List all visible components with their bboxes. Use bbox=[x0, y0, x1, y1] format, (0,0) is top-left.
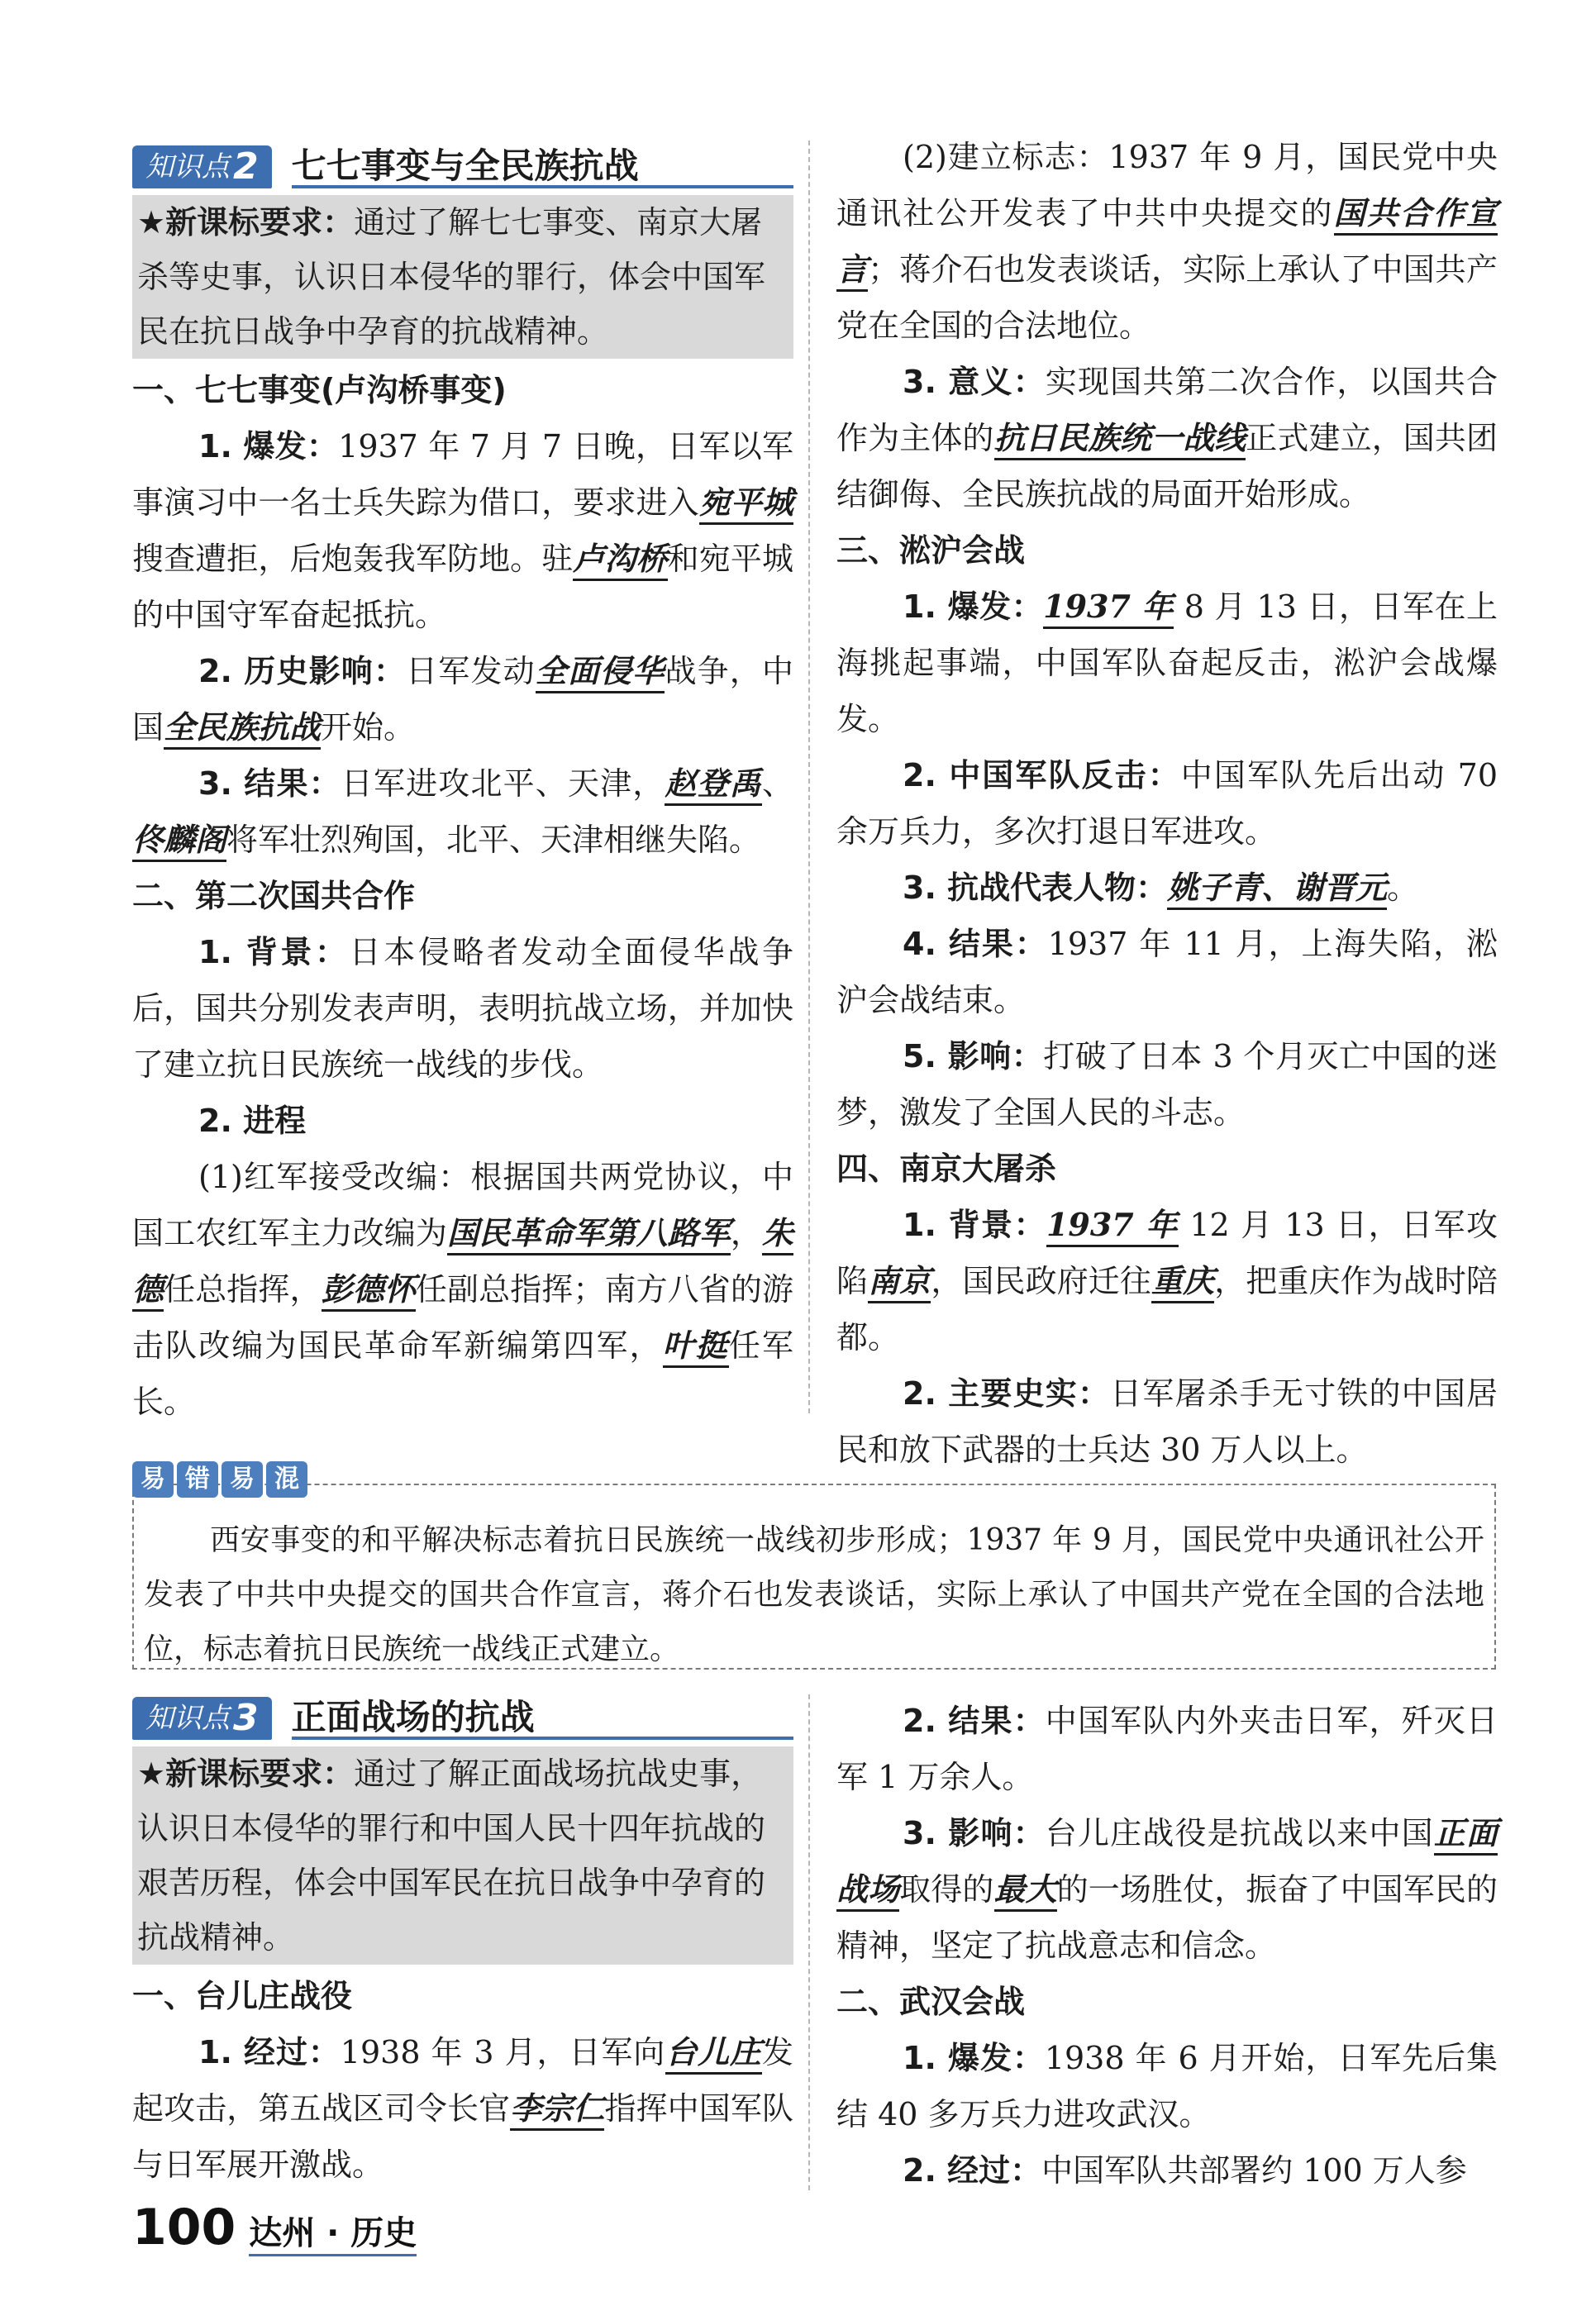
section-title-taierzhuang: 一、台儿庄战役 bbox=[132, 1978, 353, 2014]
kp3-header bbox=[132, 1690, 793, 1740]
answer-largest: 最大 bbox=[994, 1870, 1057, 1912]
tip-tag-char-1: 易 bbox=[132, 1461, 174, 1498]
kp3-left-column bbox=[132, 1690, 793, 2193]
page-footer bbox=[132, 2199, 417, 2256]
qiqi-outbreak: 1. 爆发：1937 年 7 月 7 日晚，日军以军事演习中一名士兵失踪为借口，要求进入宛平城搜查遭拒，后炮轰我军防地。驻卢沟桥和宛平城的中国守军奋起抵抗。 bbox=[132, 428, 793, 633]
kp2-tag-number: 2 bbox=[233, 145, 259, 188]
tip-tag-char-4: 混 bbox=[266, 1461, 307, 1498]
kp3-tag bbox=[132, 1697, 272, 1740]
songhu-counterattack: 2. 中国军队反击：中国军队先后出动 70 余万兵力，多次打退日军进攻。 bbox=[836, 757, 1498, 850]
answer-eighth-route-army: 国民革命军第八路军 bbox=[447, 1214, 731, 1255]
book-name: 达州 · 历史 bbox=[249, 2207, 417, 2256]
songhu-figures: 3. 抗战代表人物：姚子青、谢晋元。 bbox=[836, 860, 1498, 916]
answer-peng-dehuai: 彭德怀 bbox=[322, 1270, 416, 1312]
page-number: 100 bbox=[132, 2199, 236, 2256]
taierzhuang-process: 1. 经过：1938 年 3 月，日军向台儿庄发起攻击，第五战区司令长官李宗仁指挥中国军队与日军展开激战。 bbox=[132, 2033, 793, 2183]
nanjing-facts: 2. 主要史实：日军屠杀手无寸铁的中国居民和放下武器的士兵达 30 万人以上。 bbox=[836, 1375, 1498, 1468]
taierzhuang-result: 2. 结果：中国军队内外夹击日军，歼灭日军 1 万余人。 bbox=[836, 1703, 1498, 1795]
answer-tong-linge: 佟麟阁 bbox=[132, 821, 226, 862]
cooperation-sign: (2)建立标志：1937 年 9 月，国民党中央通讯社公开发表了中共中央提交的国共合作宣言；蒋介石也发表谈话，实际上承认了中国共产党在全国的合法地位。 bbox=[836, 139, 1498, 344]
wuhan-outbreak: 1. 爆发：1938 年 6 月开始，日军先后集结 40 多万兵力进攻武汉。 bbox=[836, 2040, 1498, 2132]
kp3-right-column bbox=[836, 1693, 1498, 2199]
kp2-header bbox=[132, 139, 793, 188]
tip-box bbox=[132, 1484, 1496, 1670]
answer-li-zongren: 李宗仁 bbox=[510, 2089, 604, 2131]
column-divider-bottom bbox=[808, 1694, 810, 2190]
section-title-qiqi: 一、七七事变(卢沟桥事变) bbox=[132, 372, 507, 408]
answer-zhu-de: 朱德 bbox=[132, 1214, 793, 1312]
section-title-cooperation: 二、第二次国共合作 bbox=[132, 878, 416, 914]
kp2-requirement-label: ★新课标要求： bbox=[137, 204, 355, 241]
qiqi-impact: 2. 历史影响：日军发动全面侵华战争，中国全民族抗战开始。 bbox=[132, 643, 793, 755]
answer-chongqing: 重庆 bbox=[1151, 1262, 1214, 1303]
nanjing-background: 1. 背景：1937 年 12 月 13 日，日军攻陷南京，国民政府迁往重庆，把重庆作为战时陪都。 bbox=[836, 1206, 1498, 1355]
kp3-requirement bbox=[132, 1746, 793, 1965]
kp3-tag-label: 知识点 bbox=[145, 1702, 230, 1735]
answer-nanjing: 南京 bbox=[868, 1262, 931, 1303]
kp2-left-column bbox=[132, 139, 793, 1430]
answer-cooperation-declaration: 国共合作宣言 bbox=[836, 194, 1498, 292]
qiqi-result: 3. 结果：日军进攻北平、天津，赵登禹、佟麟阁将军壮烈殉国，北平、天津相继失陷。 bbox=[132, 755, 793, 868]
answer-songhu-year: 1937 年 bbox=[1043, 588, 1174, 629]
answer-lugouqiao: 卢沟桥 bbox=[573, 540, 667, 581]
tip-tag-char-3: 易 bbox=[222, 1461, 263, 1498]
answer-nanjing-year: 1937 年 bbox=[1046, 1206, 1179, 1247]
kp3-title: 正面战场的抗战 bbox=[292, 1697, 793, 1740]
answer-zhao-dengyu: 赵登禹 bbox=[665, 765, 762, 806]
kp3-requirement-label: ★新课标要求： bbox=[137, 1756, 355, 1792]
kp3-tag-number: 3 bbox=[233, 1697, 259, 1739]
cooperation-process-heading: 2. 进程 bbox=[198, 1103, 307, 1139]
answer-ye-ting: 叶挺 bbox=[663, 1327, 729, 1368]
songhu-outbreak: 1. 爆发：1937 年 8 月 13 日，日军在上海挑起事端，中国军队奋起反击，淞沪会战爆发。 bbox=[836, 588, 1498, 737]
kp2-requirement bbox=[132, 195, 793, 359]
cooperation-reorganization: (1)红军接受改编：根据国共两党协议，中国工农红军主力改编为国民革命军第八路军，朱德任总指挥，彭德怀任副总指挥；南方八省的游击队改编为国民革命军新编第四军，叶挺任军长。 bbox=[132, 1159, 793, 1420]
kp2-right-column bbox=[836, 129, 1498, 1478]
answer-wanping: 宛平城 bbox=[699, 484, 793, 525]
songhu-result: 4. 结果：1937 年 11 月，上海失陷，淞沪会战结束。 bbox=[836, 926, 1498, 1018]
section-title-nanjing: 四、南京大屠杀 bbox=[836, 1151, 1057, 1187]
section-title-songhu: 三、淞沪会战 bbox=[836, 532, 1026, 569]
answer-full-invasion: 全面侵华 bbox=[536, 652, 665, 693]
songhu-impact: 5. 影响：打破了日本 3 个月灭亡中国的迷梦，激发了全国人民的斗志。 bbox=[836, 1038, 1498, 1131]
tip-text: 西安事变的和平解决标志着抗日民族统一战线初步形成；1937 年 9 月，国民党中央通讯社公开发表了中共中央提交的国共合作宣言，蒋介石也发表谈话，实际上承认了中国共产党在全国的合法地位，标志着抗日民族统一战线正式建立。 bbox=[144, 1523, 1484, 1666]
answer-songhu-figures: 姚子青、谢晋元 bbox=[1167, 869, 1387, 910]
answer-united-front: 抗日民族统一战线 bbox=[994, 419, 1246, 460]
tip-tag bbox=[132, 1461, 307, 1498]
answer-national-resistance: 全民族抗战 bbox=[164, 708, 321, 750]
taierzhuang-impact: 3. 影响：台儿庄战役是抗战以来中国正面战场取得的最大的一场胜仗，振奋了中国军民的精神，坚定了抗战意志和信念。 bbox=[836, 1814, 1498, 1964]
tip-tag-char-2: 错 bbox=[177, 1461, 218, 1498]
kp2-tag-label: 知识点 bbox=[145, 150, 230, 183]
wuhan-process: 2. 经过：中国军队共部署约 100 万人参 bbox=[903, 2152, 1467, 2189]
kp2-requirement-text: 通过了解七七事变、南京大屠杀等史事，认识日本侵华的罪行，体会中国军民在抗日战争中孕育的抗战精神。 bbox=[137, 204, 766, 350]
cooperation-background: 1. 背景：日本侵略者发动全面侵华战争后，国共分别发表声明，表明抗战立场，并加快了建立抗日民族统一战线的步伐。 bbox=[132, 934, 793, 1083]
kp3-requirement-text: 通过了解正面战场抗战史事，认识日本侵华的罪行和中国人民十四年抗战的艰苦历程，体会中国军民在抗日战争中孕育的抗战精神。 bbox=[137, 1756, 766, 1956]
column-divider-top bbox=[808, 141, 810, 1413]
section-title-wuhan: 二、武汉会战 bbox=[836, 1984, 1026, 2020]
answer-taierzhuang: 台儿庄 bbox=[665, 2033, 762, 2075]
cooperation-significance: 3. 意义：实现国共第二次合作，以国共合作为主体的抗日民族统一战线正式建立，国共团结御侮、全民族抗战的局面开始形成。 bbox=[836, 364, 1498, 512]
answer-frontal-battlefield: 正面战场 bbox=[836, 1814, 1498, 1912]
kp2-title: 七七事变与全民族抗战 bbox=[292, 145, 793, 188]
kp2-tag bbox=[132, 145, 272, 188]
